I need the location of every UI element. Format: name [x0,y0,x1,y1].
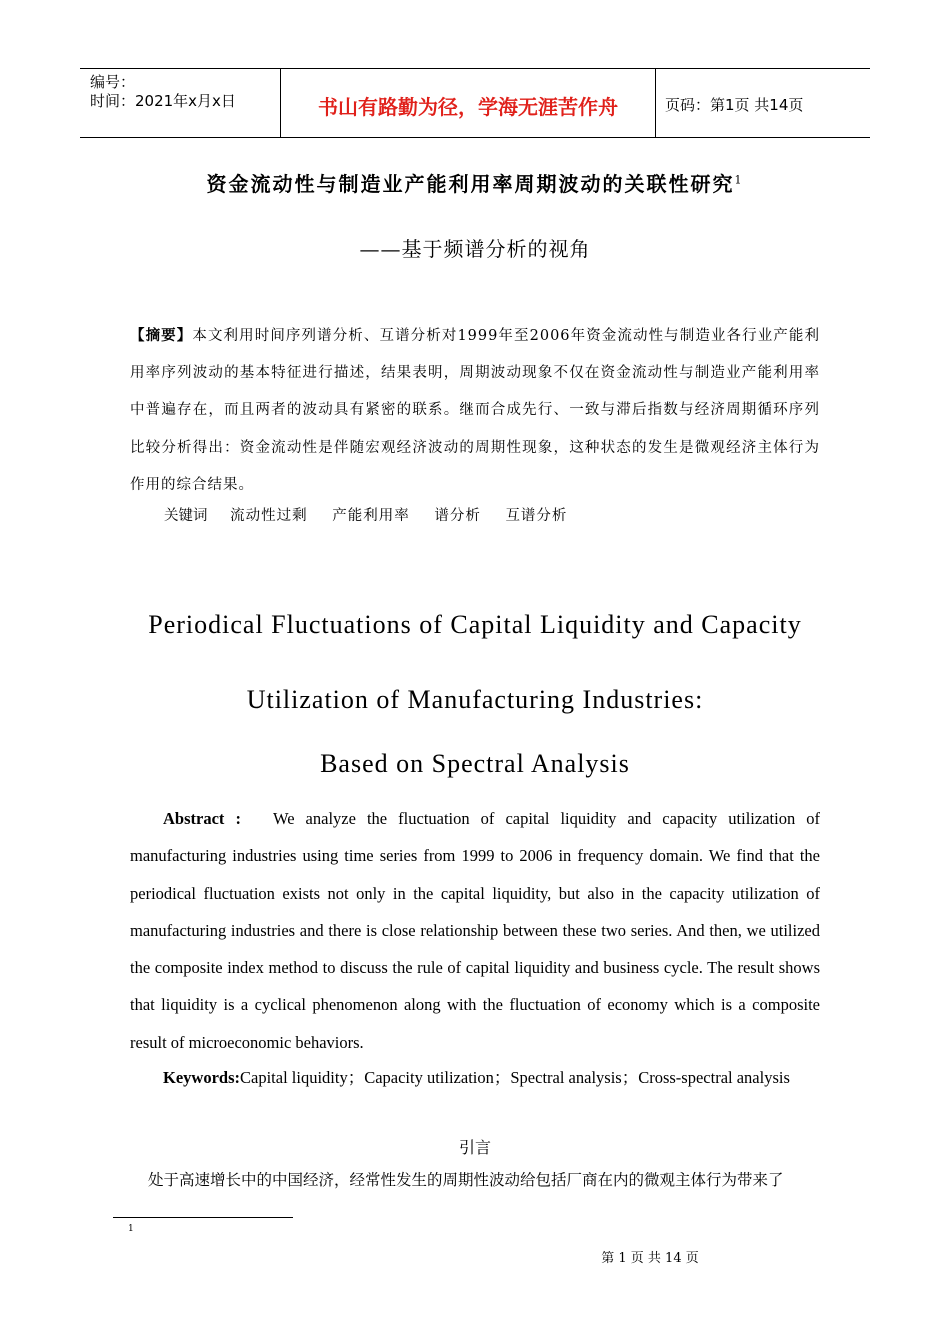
keywords-cn-label: 关键词 [164,508,208,524]
header-left-cell [80,69,280,137]
abstract-cn [130,318,820,504]
title-cn-text: 资金流动性与制造业产能利用率周期波动的关联性研究 [206,172,735,196]
time-label: 时间：2021年x月x日 [90,92,236,110]
keywords-en-label: Keywords: [163,1068,240,1087]
abstract-cn-label: 【摘要】 [130,328,193,344]
title-en-line3: Based on Spectral Analysis [320,749,630,778]
title-en-line2: Utilization of Manufacturing Industries: [246,685,704,714]
keyword-cn: 产能利用率 [332,508,410,524]
keywords-cn [164,504,587,525]
keyword-cn: 谱分析 [434,508,481,524]
page-title-cn [0,168,950,197]
header-motto-cell [280,69,656,137]
motto: 书山有路勤为径，学海无涯苦作舟 [318,95,618,119]
keyword-cn: 互谱分析 [505,508,568,524]
footnote-mark: 1 [128,1224,134,1234]
abstract-en [130,800,820,1061]
keywords-en-text: Capital liquidity；Capacity utilization；Spectral analysis；Cross-spectral analysis [240,1068,790,1087]
title-footnote-ref: 1 [734,173,744,187]
keyword-cn: 流动性过剩 [230,508,308,524]
keywords-en [163,1064,790,1088]
intro-paragraph: 处于高速增长中的中国经济，经常性发生的周期性波动给包括厂商在内的微观主体行为带来了 [148,1171,784,1189]
page-footer: 第 1 页 共 14 页 [601,1251,699,1266]
abstract-cn-text: 本文利用时间序列谱分析、互谱分析对1999年至2006年资金流动性与制造业各行业产能利用率序列波动的基本特征进行描述，结果表明，周期波动现象不仅在资金流动性与制造业产能利用率中普遍存在，而且两者的波动具有紧密的联系。继而合成先行、一致与滞后指数与经济周期循环序列比较分析得出：资金流动性是伴随宏观经济波动的周期性现象，这种状态的发生是微观经济主体行为作用的综合结果。 [130,328,820,493]
title-en-line1: Periodical Fluctuations of Capital Liquidity and Capacity [148,610,802,639]
page-info: 页码：第1页 共14页 [665,96,804,114]
number-label: 编号： [90,73,136,91]
abstract-en-label: Abstract : [163,809,241,828]
footnote-divider [113,1217,293,1218]
header-table [80,68,870,138]
header-page-cell [655,69,870,137]
subtitle-cn: ——基于频谱分析的视角 [359,237,591,261]
intro-heading: 引言 [458,1138,491,1157]
abstract-en-text: We analyze the fluctuation of capital liquidity and capacity utilization of manufacturing industries using time series from 1999 to 2006 in frequency domain. We find that the periodical fluctuation exists not only in the capital liquidity, but also in the capacity utilization of manufacturing industries and there is close relationship between these two series. And then, we utilized the composite index method to discuss the rule of capital liquidity and business cycle. The result shows that liquidity is a cyclical phenomenon along with the fluctuation of economy which is a composite result of microeconomic behaviors. [130,809,820,1052]
